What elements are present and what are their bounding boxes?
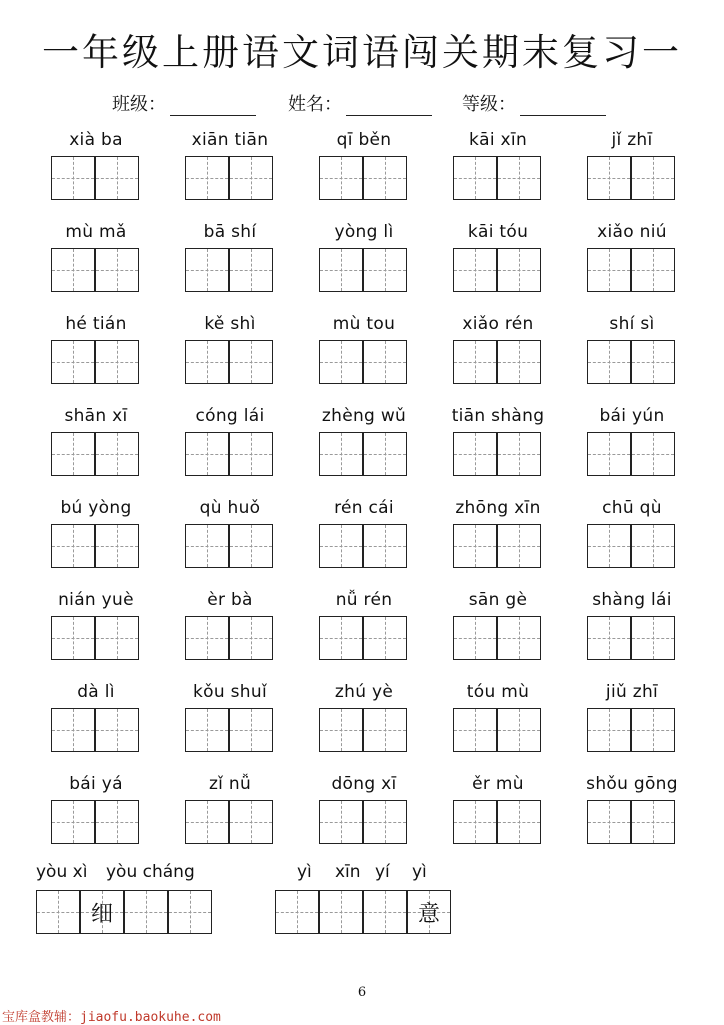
writing-box[interactable] [631,248,675,292]
idiom-pinyin: yòu xì [36,862,88,882]
writing-box[interactable] [497,708,541,752]
writing-box[interactable] [453,156,497,200]
word-item [185,222,275,294]
idiom-writing-box[interactable] [168,890,212,934]
page-title: 一年级上册语文词语闯关期末复习一 [42,31,682,74]
writing-box[interactable] [319,524,363,568]
idiom-writing-box[interactable] [319,890,363,934]
writing-box[interactable] [95,156,139,200]
writing-box[interactable] [587,432,631,476]
pinyin-label: nián yuè [58,590,134,610]
given-character [276,891,318,933]
pinyin-label: èr bà [207,590,253,610]
pinyin-label: zhèng wǔ [321,406,407,426]
writing-box[interactable] [229,340,273,384]
word-item [453,130,543,202]
given-character [37,891,79,933]
writing-box[interactable] [453,248,497,292]
idiom-item [275,862,455,937]
given-character [364,891,406,933]
pinyin-label: xià ba [69,130,123,150]
name-blank[interactable] [346,95,432,116]
writing-box[interactable] [363,248,407,292]
writing-box[interactable] [319,708,363,752]
writing-box[interactable] [185,432,229,476]
word-item [185,130,275,202]
idiom-pinyin: yì [412,862,427,882]
idiom-writing-box[interactable] [124,890,168,934]
pinyin-label: xiān tiān [191,130,269,150]
writing-box[interactable] [51,156,95,200]
writing-box[interactable] [363,524,407,568]
writing-box[interactable] [319,432,363,476]
writing-box[interactable] [631,156,675,200]
word-item [587,406,677,478]
word-item [587,130,677,202]
pinyin-label: rén cái [334,498,394,518]
pinyin-label: bái yá [69,774,123,794]
writing-box[interactable] [631,708,675,752]
writing-box[interactable] [51,524,95,568]
word-item [185,498,275,570]
writing-box[interactable] [587,800,631,844]
word-item [453,682,543,754]
word-item [51,498,141,570]
writing-box[interactable] [95,432,139,476]
word-item [587,774,677,846]
page-number: 6 [357,985,367,1000]
pinyin-label: zhú yè [334,682,394,702]
word-item [51,774,141,846]
idiom-writing-box[interactable] [407,890,451,934]
writing-box[interactable] [587,248,631,292]
word-item [587,682,677,754]
grade-field[interactable] [462,90,606,116]
word-item [185,406,275,478]
writing-box[interactable] [95,616,139,660]
word-item [319,130,409,202]
writing-box[interactable] [229,800,273,844]
pinyin-label: zhōng xīn [455,498,541,518]
idiom-pinyin: yí [375,862,390,882]
writing-box[interactable] [95,248,139,292]
given-character: 细 [90,901,113,927]
writing-box[interactable] [363,800,407,844]
writing-box[interactable] [453,432,497,476]
pinyin-label: chū qù [602,498,662,518]
pinyin-label: shān xī [64,406,128,426]
idiom-writing-box[interactable] [363,890,407,934]
word-item [51,406,141,478]
writing-box[interactable] [51,616,95,660]
word-item [319,498,409,570]
pinyin-label: tiān shàng [451,406,545,426]
class-blank[interactable] [170,95,256,116]
writing-box[interactable] [319,340,363,384]
pinyin-label: bái yún [599,406,665,426]
pinyin-label: xiǎo rén [462,314,534,334]
writing-box[interactable] [229,248,273,292]
word-item [587,590,677,662]
writing-box[interactable] [587,616,631,660]
pinyin-label: qù huǒ [199,498,261,518]
writing-box[interactable] [51,432,95,476]
writing-box[interactable] [229,708,273,752]
writing-box[interactable] [497,340,541,384]
writing-box[interactable] [185,616,229,660]
given-character [320,891,362,933]
writing-box[interactable] [319,800,363,844]
idiom-writing-box[interactable] [36,890,80,934]
pinyin-label: zǐ nǚ [208,774,252,794]
writing-box[interactable] [185,340,229,384]
writing-box[interactable] [587,524,631,568]
pinyin-label: yòng lì [334,222,394,242]
grade-label: 等级： [462,94,516,115]
writing-box[interactable] [51,340,95,384]
writing-box[interactable] [497,156,541,200]
writing-box[interactable] [51,708,95,752]
word-item [453,314,543,386]
writing-box[interactable] [497,616,541,660]
idiom-pinyin: yì [297,862,312,882]
writing-box[interactable] [631,432,675,476]
pinyin-label: xiǎo niú [597,222,667,242]
pinyin-label: qī běn [336,130,392,150]
given-character: 意 [417,901,440,927]
writing-box[interactable] [453,800,497,844]
pinyin-label: hé tián [65,314,127,334]
word-item [185,682,275,754]
word-item [185,590,275,662]
writing-box[interactable] [453,708,497,752]
pinyin-label: nǚ rén [335,590,393,610]
idiom-writing-box[interactable] [80,890,124,934]
word-item [319,222,409,294]
class-label: 班级： [112,94,166,115]
writing-box[interactable] [587,156,631,200]
pinyin-label: dà lì [77,682,115,702]
word-item [51,222,141,294]
writing-box[interactable] [631,524,675,568]
word-item [587,222,677,294]
writing-box[interactable] [363,616,407,660]
word-item [453,590,543,662]
pinyin-label: kě shì [204,314,256,334]
word-item [587,314,677,386]
writing-box[interactable] [587,340,631,384]
writing-box[interactable] [497,524,541,568]
pinyin-label: tóu mù [466,682,530,702]
name-field[interactable] [288,90,432,116]
writing-box[interactable] [95,800,139,844]
writing-box[interactable] [363,432,407,476]
writing-box[interactable] [229,156,273,200]
word-item [319,590,409,662]
word-item [587,498,677,570]
pinyin-label: shí sì [609,314,655,334]
pinyin-label: cóng lái [195,406,265,426]
word-item [319,774,409,846]
writing-box[interactable] [453,340,497,384]
given-character [169,891,211,933]
writing-box[interactable] [319,156,363,200]
pinyin-label: kǒu shuǐ [193,682,267,702]
word-item [51,590,141,662]
writing-box[interactable] [453,616,497,660]
writing-box[interactable] [631,616,675,660]
word-item [51,314,141,386]
word-item [51,130,141,202]
writing-box[interactable] [185,800,229,844]
pinyin-label: sān gè [468,590,528,610]
pinyin-label: jiǔ zhī [605,682,659,702]
writing-box[interactable] [51,800,95,844]
pinyin-label: kāi tóu [467,222,529,242]
pinyin-label: ěr mù [472,774,524,794]
idiom-item [36,862,216,937]
word-item [319,682,409,754]
writing-box[interactable] [363,708,407,752]
writing-box[interactable] [319,248,363,292]
pinyin-label: mù tou [332,314,396,334]
word-item [51,682,141,754]
pinyin-label: shǒu gōng [586,774,678,794]
writing-box[interactable] [319,616,363,660]
footer-source: 宝库盒教辅：jiaofu.baokuhe.com [2,1010,221,1025]
word-item [319,314,409,386]
writing-box[interactable] [497,248,541,292]
pinyin-label: shàng lái [592,590,672,610]
writing-box[interactable] [497,800,541,844]
writing-box[interactable] [95,524,139,568]
word-item [319,406,409,478]
writing-box[interactable] [587,708,631,752]
writing-box[interactable] [185,708,229,752]
word-item [453,222,543,294]
writing-box[interactable] [229,524,273,568]
word-item [453,406,543,478]
writing-box[interactable] [185,156,229,200]
writing-box[interactable] [229,432,273,476]
pinyin-label: mù mǎ [65,222,127,242]
writing-box[interactable] [51,248,95,292]
writing-box[interactable] [497,432,541,476]
word-item [185,314,275,386]
idiom-pinyin: yòu cháng [106,862,195,882]
word-item [453,774,543,846]
writing-box[interactable] [95,340,139,384]
writing-box[interactable] [95,708,139,752]
pinyin-label: jǐ zhī [611,130,653,150]
name-label: 姓名： [288,94,342,115]
pinyin-label: bú yòng [60,498,132,518]
writing-box[interactable] [453,524,497,568]
writing-box[interactable] [185,524,229,568]
pinyin-label: bā shí [203,222,257,242]
class-field[interactable] [112,90,256,116]
student-info-row [100,90,660,120]
writing-box[interactable] [363,340,407,384]
writing-box[interactable] [229,616,273,660]
writing-box[interactable] [363,156,407,200]
writing-box[interactable] [631,340,675,384]
writing-box[interactable] [185,248,229,292]
idiom-pinyin: xīn [335,862,361,882]
word-item [185,774,275,846]
pinyin-label: dōng xī [331,774,397,794]
idiom-writing-box[interactable] [275,890,319,934]
grade-blank[interactable] [520,95,606,116]
writing-box[interactable] [631,800,675,844]
pinyin-label: kāi xīn [468,130,528,150]
given-character [125,891,167,933]
word-item [453,498,543,570]
